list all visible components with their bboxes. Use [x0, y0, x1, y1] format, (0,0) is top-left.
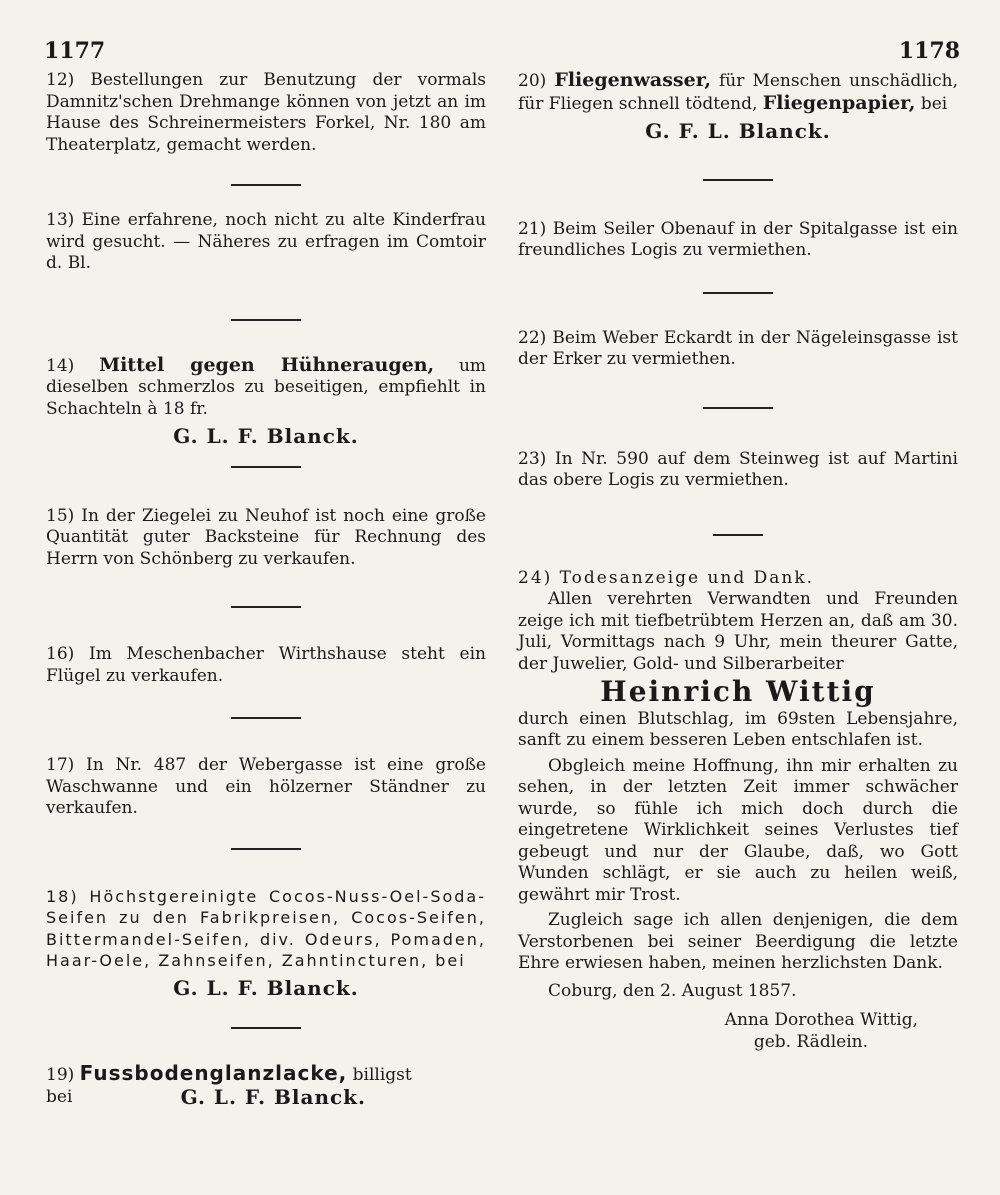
ad-24-signature-1: Anna Dorothea Wittig, [724, 1010, 918, 1030]
page-number-left: 1177 [44, 38, 106, 64]
signature-blanck: G. L. F. Blanck. [173, 424, 359, 448]
ad-19: 19) Fussbodenglanzlacke, billigst bei G. L. F. Blanck. [46, 1061, 412, 1109]
left-column [46, 70, 486, 1108]
ad-21: 21) Beim Seiler Obenauf in der Spitalgasse ist ein freundliches Logis zu vermiethen. [518, 218, 958, 260]
ad-24-heading: 24) Todesanzeige und Dank. [518, 567, 815, 588]
ad-13: 13) Eine erfahrene, noch nicht zu alte Kinderfrau wird gesucht. — Näheres zu erfragen im Comtoir d. Bl. [46, 210, 486, 273]
ad-23: 23) In Nr. 590 auf dem Steinweg ist auf Martini das obere Logis zu vermiethen. [518, 448, 958, 490]
signature-blanck: G. F. L. Blanck. [645, 119, 831, 143]
ad-17: 17) In Nr. 487 der Webergasse ist eine große Waschwanne und ein hölzerner Ständner zu verkaufen. [46, 755, 486, 818]
ad-14: 14) Mittel gegen Hühneraugen, um dieselben schmerzlos zu beseitigen, empfiehlt in Schachteln à 18 fr. [46, 353, 487, 419]
ad-19-title: Fussbodenglanzlacke, [79, 1061, 348, 1085]
deceased-name: Heinrich Wittig [600, 675, 876, 708]
signature-blanck: G. L. F. Blanck. [180, 1084, 366, 1109]
ad-12: 12) Bestellungen zur Benutzung der vormals Damnitz'schen Drehmange können von jetzt an im Hause des Schreinermeisters Forkel, Nr. 180 am Theaterplatz, gemacht werden. [46, 70, 486, 155]
ad-18: 18) Höchstgereinigte Cocos-Nuss-Oel-Soda-Seifen zu den Fabrikpreisen, Cocos-Seifen, Bittermandel-Seifen, div. Odeurs, Pomaden, Haar-Oele, Zahnseifen, Zahntincturen, bei [46, 886, 486, 970]
ad-15: 15) In der Ziegelei zu Neuhof ist noch eine große Quantität guter Backsteine für Rechnung des Herrn von Schönberg zu verkaufen. [46, 505, 486, 569]
page-number-right: 1178 [898, 38, 960, 64]
ad-22: 22) Beim Weber Eckardt in der Nägeleinsgasse ist der Erker zu vermiethen. [518, 327, 958, 369]
ad-24: 24) Todesanzeige und Dank. Allen verehrten Verwandten und Freunden zeige ich mit tiefbetrübtem Herzen an, daß am 30. Juli, Vormittags nach 9 Uhr, mein theurer Gatte, der Juwelier, Gold- und Silberarbeiter Heinrich Wittig durch einen Blutschlag, im 69sten Lebensjahre, sanft zu einem besseren Leben entschlafen ist. Obgleich meine Hoffnung, ihn mir erhalten zu sehen, in der letzten Zeit immer schwächer wurde, so fühle ich mich doch durch die eingetretene Wirklichkeit seines Verlustes tief gebeugt und nur der Glaube, daß, wo Gott Wunden schlägt, er sie auch zu heilen weiß, gewährt mir Trost. Zugleich sage ich allen denjenigen, die dem Verstorbenen bei seiner Beerdigung die letzte Ehre erwiesen haben, meinen herzlichsten Dank. Coburg, den 2. August 1857. Anna Dorothea Wittig, geb. Rädlein. [518, 567, 958, 1052]
ad-24-date: Coburg, den 2. August 1857. [548, 980, 797, 1001]
ad-20-title-1: Fliegenwasser, [554, 69, 711, 91]
signature-blanck: G. L. F. Blanck. [173, 975, 359, 1000]
right-column [518, 70, 958, 1053]
ad-14-title: Mittel gegen Hühneraugen, [99, 353, 435, 376]
ad-20: 20) Fliegenwasser, für Menschen unschädlich, für Fliegen schnell tödtend, Fliegenpapier, bei [518, 69, 959, 114]
ad-16: 16) Im Meschenbacher Wirthshause steht ein Flügel zu verkaufen. [46, 644, 486, 686]
ad-20-title-2: Fliegenpapier, [762, 91, 916, 114]
ad-24-signature-2: geb. Rädlein. [753, 1031, 868, 1052]
